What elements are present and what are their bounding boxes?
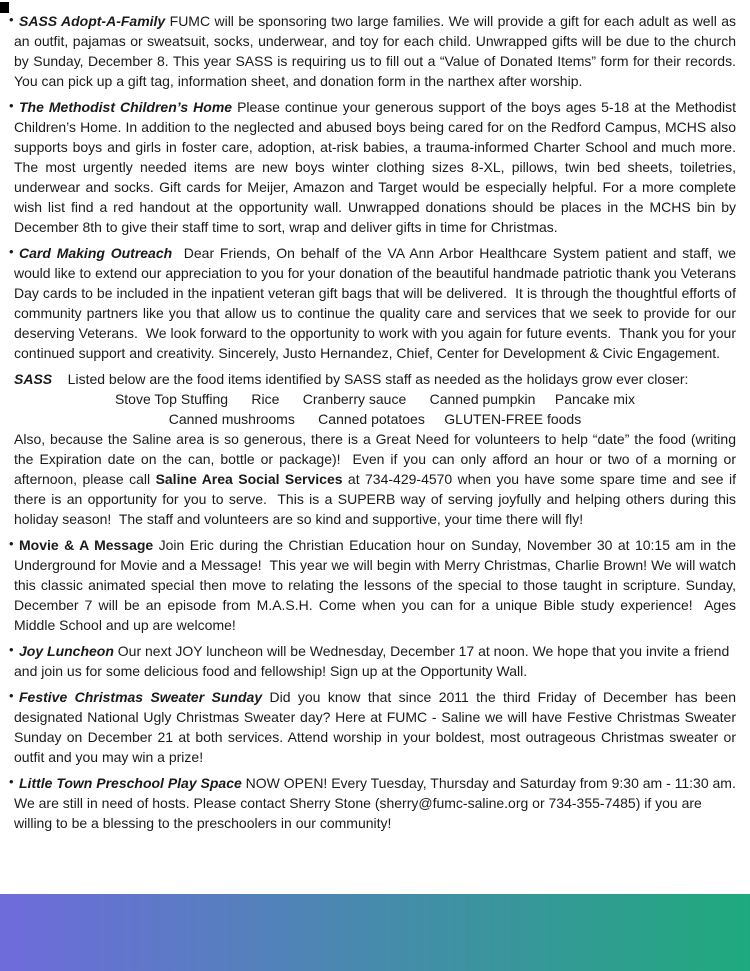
announcement-heading: SASS [14,371,53,387]
announcement-movie-and-a-message [9,535,737,635]
announcement-heading: Little Town Preschool Play Space [19,775,242,791]
announcement-joy-luncheon [9,641,736,681]
announcement-heading: Festive Christmas Sweater Sunday [19,689,263,705]
announcement-heading: SASS Adopt-A-Family [19,13,166,29]
announcement-heading: Joy Luncheon [19,643,114,659]
announcement-text: Please continue your generous support of the boys ages 5-18 at the Methodist Children’s Home. In addition to the neglected and abused boys being cared for on the Redford Campus, MCHS also supports boys and girls in foster care, adoption, at-risk babies, a trauma-informed Charter School and much more. The most urgently needed items are new boys winter clothing sizes 8-XL, pillows, twin bed sheets, toiletries, underwear and socks. Gift cards for Meijer, Amazon and Target would be especially helpful. For a more complete wish list find a red handout at the opportunity wall. Unwrapped donations should be places in the MCHS bin by December 8th to give their staff time to sort, wrap and deliver gifts in time for Christmas. [14,99,736,235]
announcement-festive-christmas-sweater-sunday [9,687,737,767]
footer-gradient-bar [0,894,750,971]
announcement-text: Did you know that since 2011 the third Friday of December has been designated National Ugly Christmas Sweater day? Here at FUMC - Saline we will have Festive Christmas Sweater Sunday on December 21 at both services. Attend worship in your boldest, most outrageous Christmas sweater or outfit and you may win a prize! [14,689,737,765]
food-items-line-1 [14,389,736,409]
announcements-list [9,11,737,893]
announcement-sass-volunteers [14,429,736,529]
announcement-text: Stove Top Stuffing Rice Cranberry sauce Canned pumpkin Pancake mix [114,391,636,407]
announcement-text: Listed below are the food items identified by SASS staff as needed as the holidays grow ever closer: [52,371,689,387]
announcement-text: NOW OPEN! Every Tuesday, Thursday and Saturday from 9:30 am - 11:30 am. We are still in need of hosts. Please contact Sherry Stone (sherry@fumc-saline.org or 734-355-7485) if you are willing to be a blessing to the preschoolers in our community! [14,775,736,831]
announcement-text: Also, because the Saline area is so generous, there is a Great Need for volunteers to help “date” the food (writing the Expiration date on the can, bottle or package)! Even if you can only afford an hour or two of a morning or afternoon, please call [14,431,736,487]
announcement-text: at 734-429-4570 when you have some spare time and see if there is an opportunity for you to serve. This is a SUPERB way of serving joyfully and helping others during this holiday season! The staff and volunteers are so kind and supportive, your time there will fly! [14,471,736,527]
announcement-sass-food-items-intro [14,369,736,389]
bullet-marker: • [9,536,14,551]
bullet-marker: • [9,688,14,703]
announcement-sass-adopt-a-family [9,11,736,91]
bullet-marker: • [9,642,14,657]
bullet-marker: • [9,98,14,113]
scan-corner-mark [0,2,9,13]
announcement-card-making-outreach [9,243,736,363]
announcement-heading: The Methodist Children’s Home [19,99,233,115]
announcement-text: Our next JOY luncheon will be Wednesday, December 17 at noon. We hope that you invite a friend and join us for some delicious food and fellowship! Sign up at the Opportunity Wall. [14,643,730,679]
announcement-text: Dear Friends, On behalf of the VA Ann Arbor Healthcare System patient and staff, we would like to extend our appreciation to you for your donation of the beautiful handmade patriotic thank you Veterans Day cards to be included in the inpatient veteran gift bags that will be delivered. It is through the thoughtful efforts of community partners like you that allow us to continue the quality care and services that we seek to provide for our deserving Veterans. We look forward to the opportunity to work with you again for future events. Thank you for your continued support and creativity. Sincerely, Justo Hernandez, Chief, Center for Development & Civic Engagement. [14,245,736,361]
announcement-text: Canned mushrooms Canned potatoes GLUTEN-FREE foods [168,411,582,427]
food-items-line-2 [14,409,736,429]
bullet-marker: • [9,12,14,27]
bullet-marker: • [9,774,14,789]
announcement-heading: Card Making Outreach [19,245,173,261]
announcement-little-town-preschool [9,773,736,833]
announcement-heading: Movie & A Message [19,537,154,553]
bullet-marker: • [9,244,14,259]
announcement-heading: Saline Area Social Services [155,471,343,487]
announcement-text: Join Eric during the Christian Education hour on Sunday, November 30 at 10:15 am in the Underground for Movie and a Message! This year we will begin with Merry Christmas, Charlie Brown! We will watch this classic animated special then move to relating the lessons of the special to those taught in scripture. Sunday, December 7 will be an episode from M.A.S.H. Come when you can for a unique Bible study experience! Ages Middle School and up are welcome! [14,537,737,633]
announcement-text: FUMC will be sponsoring two large families. We will provide a gift for each adult as well as an outfit, pajamas or sweatsuit, socks, underwear, and toy for each child. Unwrapped gifts will be due to the church by Sunday, December 8. This year SASS is requiring us to fill out a “Value of Donated Items” form for their records. You can pick up a gift tag, information sheet, and donation form in the narthex after worship. [14,13,736,89]
announcement-methodist-childrens-home [9,97,736,237]
